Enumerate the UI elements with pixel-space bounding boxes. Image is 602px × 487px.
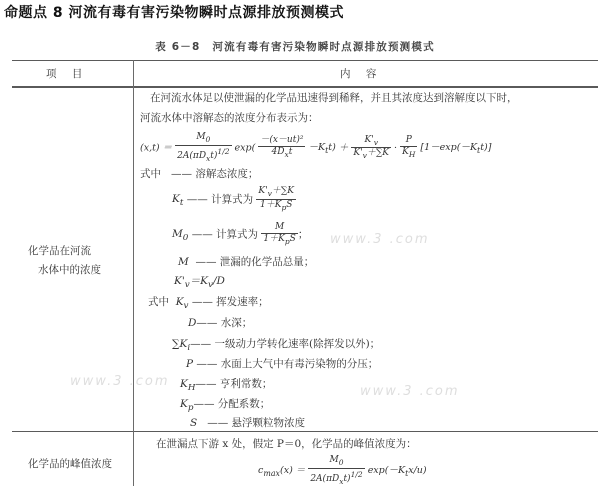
- row2-line1: 在泄漏点下游 x 处，假定 P＝0，化学品的峰值浓度为：: [156, 438, 417, 450]
- watermark-1: www.3 .com: [330, 232, 430, 247]
- kt-definition: $K_t$ —— 计算式为 $\frac{K'_v+\sum K}{1+K_pS}$: [172, 186, 295, 212]
- equation-lhs: (x,t) ＝: [140, 142, 173, 154]
- kv-definition: 式中 $K_v$ —— 挥发速率；: [148, 296, 269, 312]
- intro-line-1: 在河流水体足以使泄漏的化学品迅速得到稀释，并且其浓度达到溶解度以下时，: [150, 92, 518, 104]
- table-header-rule: [12, 86, 598, 88]
- table-top-rule: [12, 60, 598, 61]
- fraction-exponent: $\frac{\text{－(x－ut)²}}{4D_xt}$: [260, 135, 304, 160]
- fraction-henry: $\frac{P}{K_H}$: [402, 135, 416, 160]
- peak-tail: $\exp(-K_tx/u)$: [367, 465, 427, 479]
- intro-line-2: 河流水体中溶解态的浓度分布表示为：: [140, 112, 319, 124]
- table-number: 表 6－8: [155, 41, 201, 53]
- equation-tail: $[1-\exp(-K_tt)]$: [420, 142, 492, 156]
- where-clause: 式中 —— 溶解态浓度；: [140, 168, 259, 180]
- kp-definition: $K_p——$ 分配系数；: [180, 398, 271, 414]
- exp-open: exp(: [234, 142, 256, 154]
- kv-relation: $K'_v=K_v/D$: [174, 275, 225, 291]
- peak-lhs: $c_{max}(x)$ ＝: [258, 465, 306, 479]
- decay-term: $-K_tt$): [308, 142, 336, 156]
- table-caption: [0, 39, 602, 54]
- kt-fraction: $\frac{K'_v+\sum K}{1+K_pS}$: [258, 186, 295, 212]
- m-definition: M —— 泄漏的化学品总量；: [178, 256, 315, 268]
- watermark-3: www.3 .com: [360, 384, 460, 399]
- row1-item-line1: 化学品在河流: [28, 245, 91, 257]
- m0-fraction: $\frac{M}{1+K_pS}$: [263, 222, 296, 246]
- fraction-m0: $\frac{M_0}{2A(\pi D_xt)^{1/2}}$: [177, 132, 230, 163]
- m0-definition: $M_0$ —— 计算式为 $\frac{M}{1+K_pS}$ ；: [172, 222, 309, 246]
- peak-fraction: $\frac{M_0}{2A(\pi D_xt)^{1/2}}$: [310, 455, 363, 486]
- distribution-equation: [140, 132, 491, 164]
- peak-equation: [258, 455, 427, 487]
- table-title: 河流有毒有害污染物瞬时点源排放预测模式: [212, 41, 435, 53]
- plus-sign: ＋: [338, 142, 349, 154]
- p-definition: P —— 水面上大气中有毒污染物的分压；: [186, 358, 379, 370]
- watermark-2: www.3 .com: [70, 374, 170, 389]
- fraction-volatilization: $\frac{K'_v}{K'_v+\sum K}$: [353, 134, 390, 161]
- row1-item-line2: 水体中的浓度: [38, 264, 101, 276]
- row2-item: 化学品的峰值浓度: [28, 458, 112, 470]
- dot-operator: ·: [394, 142, 398, 154]
- column-header-item: 项 目: [46, 68, 89, 80]
- kh-definition: $K_H——$ 亨利常数；: [180, 378, 273, 394]
- table-column-divider: [133, 60, 134, 486]
- sum-definition: $\sum K_i——$ 一级动力学转化速率(除挥发以外)；: [172, 338, 381, 354]
- d-definition: D—— 水深；: [188, 317, 253, 329]
- column-header-content: 内 容: [340, 68, 383, 80]
- section-heading: 命题点 8 河流有毒有害污染物瞬时点源排放预测模式: [4, 5, 344, 21]
- s-definition: S —— 悬浮颗粒物浓度: [190, 417, 306, 429]
- table-row-divider: [12, 431, 598, 432]
